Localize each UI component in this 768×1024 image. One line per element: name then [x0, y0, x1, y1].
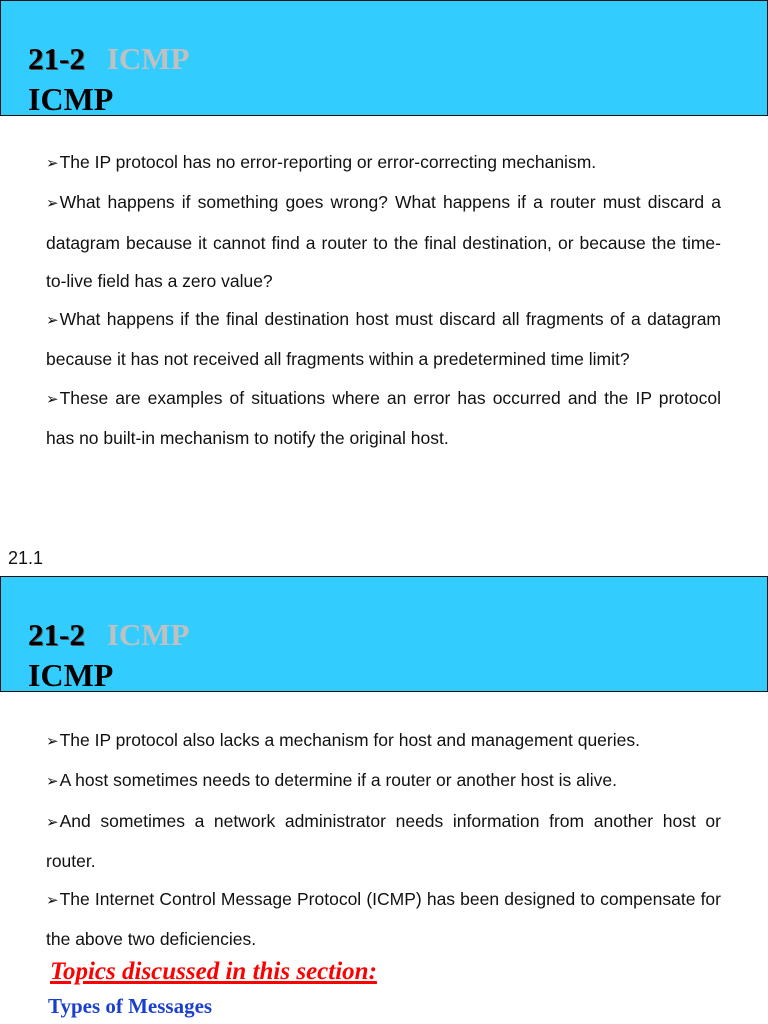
slide1-section-heading — [28, 41, 189, 77]
bullet-text: These are examples of situations where an error has occurred and the IP protocol has no built-in mechanism to notify the original host. — [46, 387, 721, 449]
bullet-text: What happens if the final destination host must discard all fragments of a datagram because it has not received all fragments within a predetermined time limit? — [46, 309, 721, 370]
section-number: 21-2 — [28, 41, 85, 76]
bullet-item — [46, 721, 721, 761]
bullet-text: And sometimes a network administrator needs information from another host or router. — [46, 810, 721, 871]
bullet-text: What happens if something goes wrong? What happens if a router must discard a datagram because it cannot find a router to the final destination, or because the time-to-live field has a zero value? — [46, 192, 721, 291]
arrow-bullet-icon: ➢ — [46, 390, 59, 408]
slide1-bullets — [46, 143, 721, 457]
slide1-title: ICMP — [28, 81, 114, 117]
arrow-bullet-icon: ➢ — [46, 813, 59, 831]
section-title-faded: ICMP — [106, 617, 190, 652]
section-title-faded: ICMP — [106, 41, 190, 76]
bullet-text: A host sometimes needs to determine if a router or another host is alive. — [59, 770, 617, 791]
bullet-item — [46, 880, 721, 959]
bullet-text: The IP protocol also lacks a mechanism for host and management queries. — [59, 730, 640, 750]
topic-item: Types of Messages — [48, 994, 213, 1018]
arrow-bullet-icon: ➢ — [46, 773, 59, 791]
slide2-bullets — [46, 721, 721, 959]
bullet-item — [46, 379, 721, 458]
topics-heading: Topics discussed in this section: — [50, 958, 377, 985]
bullet-item — [46, 183, 721, 300]
section-number: 21-2 — [28, 617, 85, 652]
slide2-title-banner — [0, 576, 768, 692]
page-number: 21.1 — [8, 548, 44, 568]
bullet-item — [46, 761, 721, 801]
slide2-title: ICMP — [28, 657, 114, 693]
bullet-text: The Internet Control Message Protocol (ICMP) has been designed to compensate for the above two deficiencies. — [46, 889, 721, 950]
slide1-title-banner — [0, 0, 768, 116]
bullet-item — [46, 300, 721, 379]
slide2-section-heading — [28, 617, 189, 653]
arrow-bullet-icon: ➢ — [46, 892, 59, 910]
arrow-bullet-icon: ➢ — [46, 195, 59, 213]
arrow-bullet-icon: ➢ — [46, 155, 59, 172]
arrow-bullet-icon: ➢ — [46, 312, 59, 330]
bullet-text: The IP protocol has no error-reporting or error-correcting mechanism. — [59, 152, 597, 172]
arrow-bullet-icon: ➢ — [46, 733, 59, 750]
bullet-item — [46, 802, 721, 881]
bullet-item — [46, 143, 721, 183]
